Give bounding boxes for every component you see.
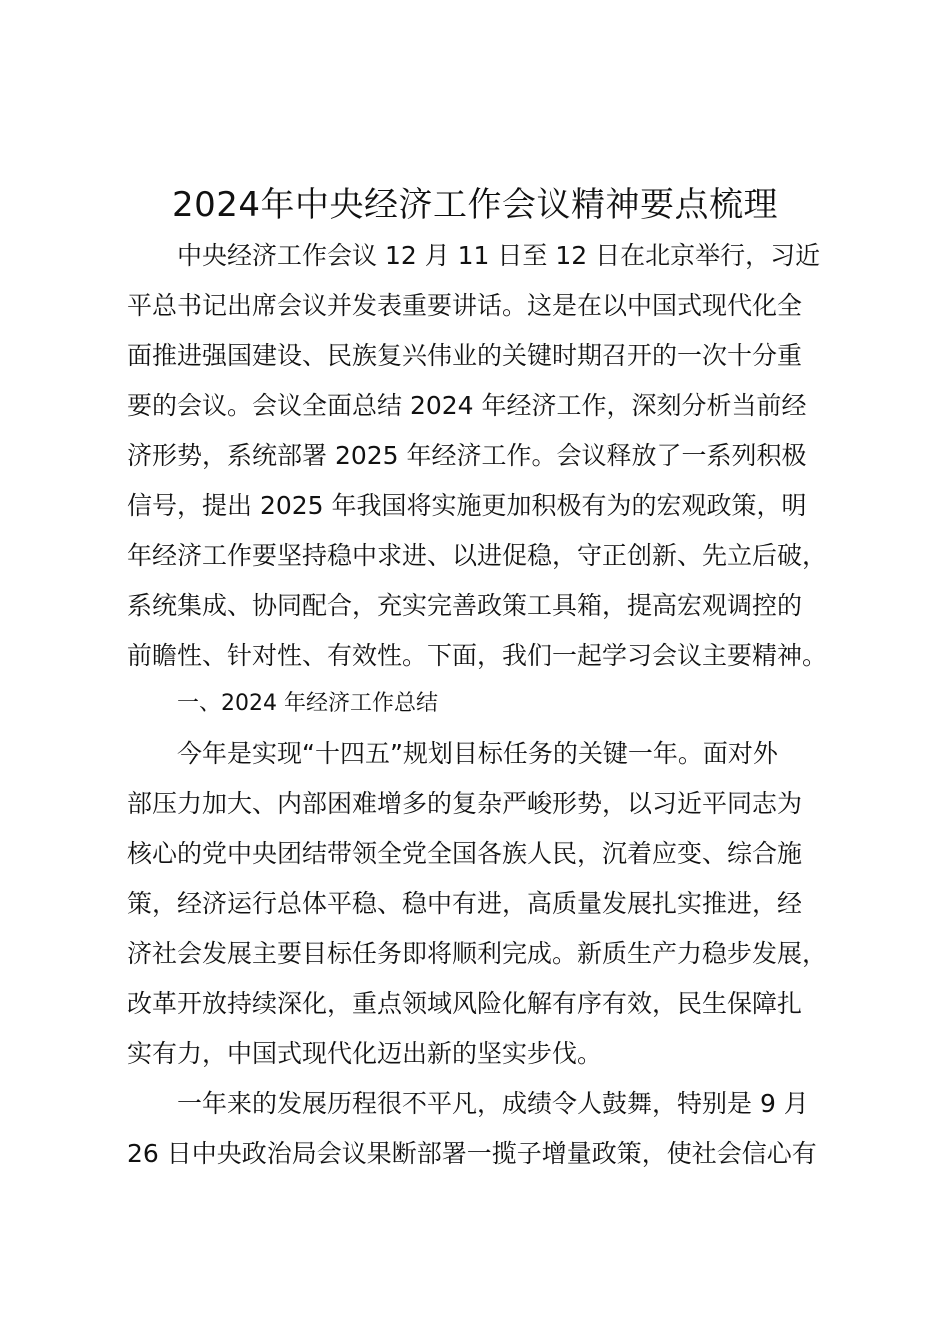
paragraph-line: 信号，提出 2025 年我国将实施更加积极有为的宏观政策，明: [127, 491, 807, 520]
paragraph-line: 年经济工作要坚持稳中求进、以进促稳，守正创新、先立后破，: [127, 541, 828, 570]
paragraph-line: 实有力，中国式现代化迈出新的坚实步伐。: [127, 1039, 603, 1068]
paragraph-line: 改革开放持续深化，重点领域风险化解有序有效，民生保障扎: [127, 989, 803, 1018]
paragraph-line: 系统集成、协同配合，充实完善政策工具箱，提高宏观调控的: [127, 591, 803, 620]
paragraph-line: 面推进强国建设、民族复兴伟业的关键时期召开的一次十分重: [127, 341, 803, 370]
section-heading: 一、2024 年经济工作总结: [177, 691, 438, 716]
paragraph-line: 策，经济运行总体平稳、稳中有进，高质量发展扎实推进，经: [127, 889, 803, 918]
paragraph-line: 今年是实现“十四五”规划目标任务的关键一年。面对外: [177, 739, 778, 768]
paragraph-line: 济形势，系统部署 2025 年经济工作。会议释放了一系列积极: [127, 441, 807, 470]
paragraph-line: 前瞻性、针对性、有效性。下面，我们一起学习会议主要精神。: [127, 641, 828, 670]
paragraph-line: 要的会议。会议全面总结 2024 年经济工作，深刻分析当前经: [127, 391, 807, 420]
paragraph-line: 中央经济工作会议 12 月 11 日至 12 日在北京举行，习近: [177, 241, 821, 270]
paragraph-line: 一年来的发展历程很不平凡，成绩令人鼓舞，特别是 9 月: [177, 1089, 809, 1118]
paragraph-line: 核心的党中央团结带领全党全国各族人民，沉着应变、综合施: [127, 839, 803, 868]
paragraph-line: 部压力加大、内部困难增多的复杂严峻形势，以习近平同志为: [127, 789, 803, 818]
paragraph-line: 26 日中央政治局会议果断部署一揽子增量政策，使社会信心有: [127, 1139, 817, 1168]
paragraph-line: 平总书记出席会议并发表重要讲话。这是在以中国式现代化全: [127, 291, 803, 320]
document-title: 2024年中央经济工作会议精神要点梳理: [171, 185, 779, 225]
paragraph-line: 济社会发展主要目标任务即将顺利完成。新质生产力稳步发展，: [127, 939, 828, 968]
